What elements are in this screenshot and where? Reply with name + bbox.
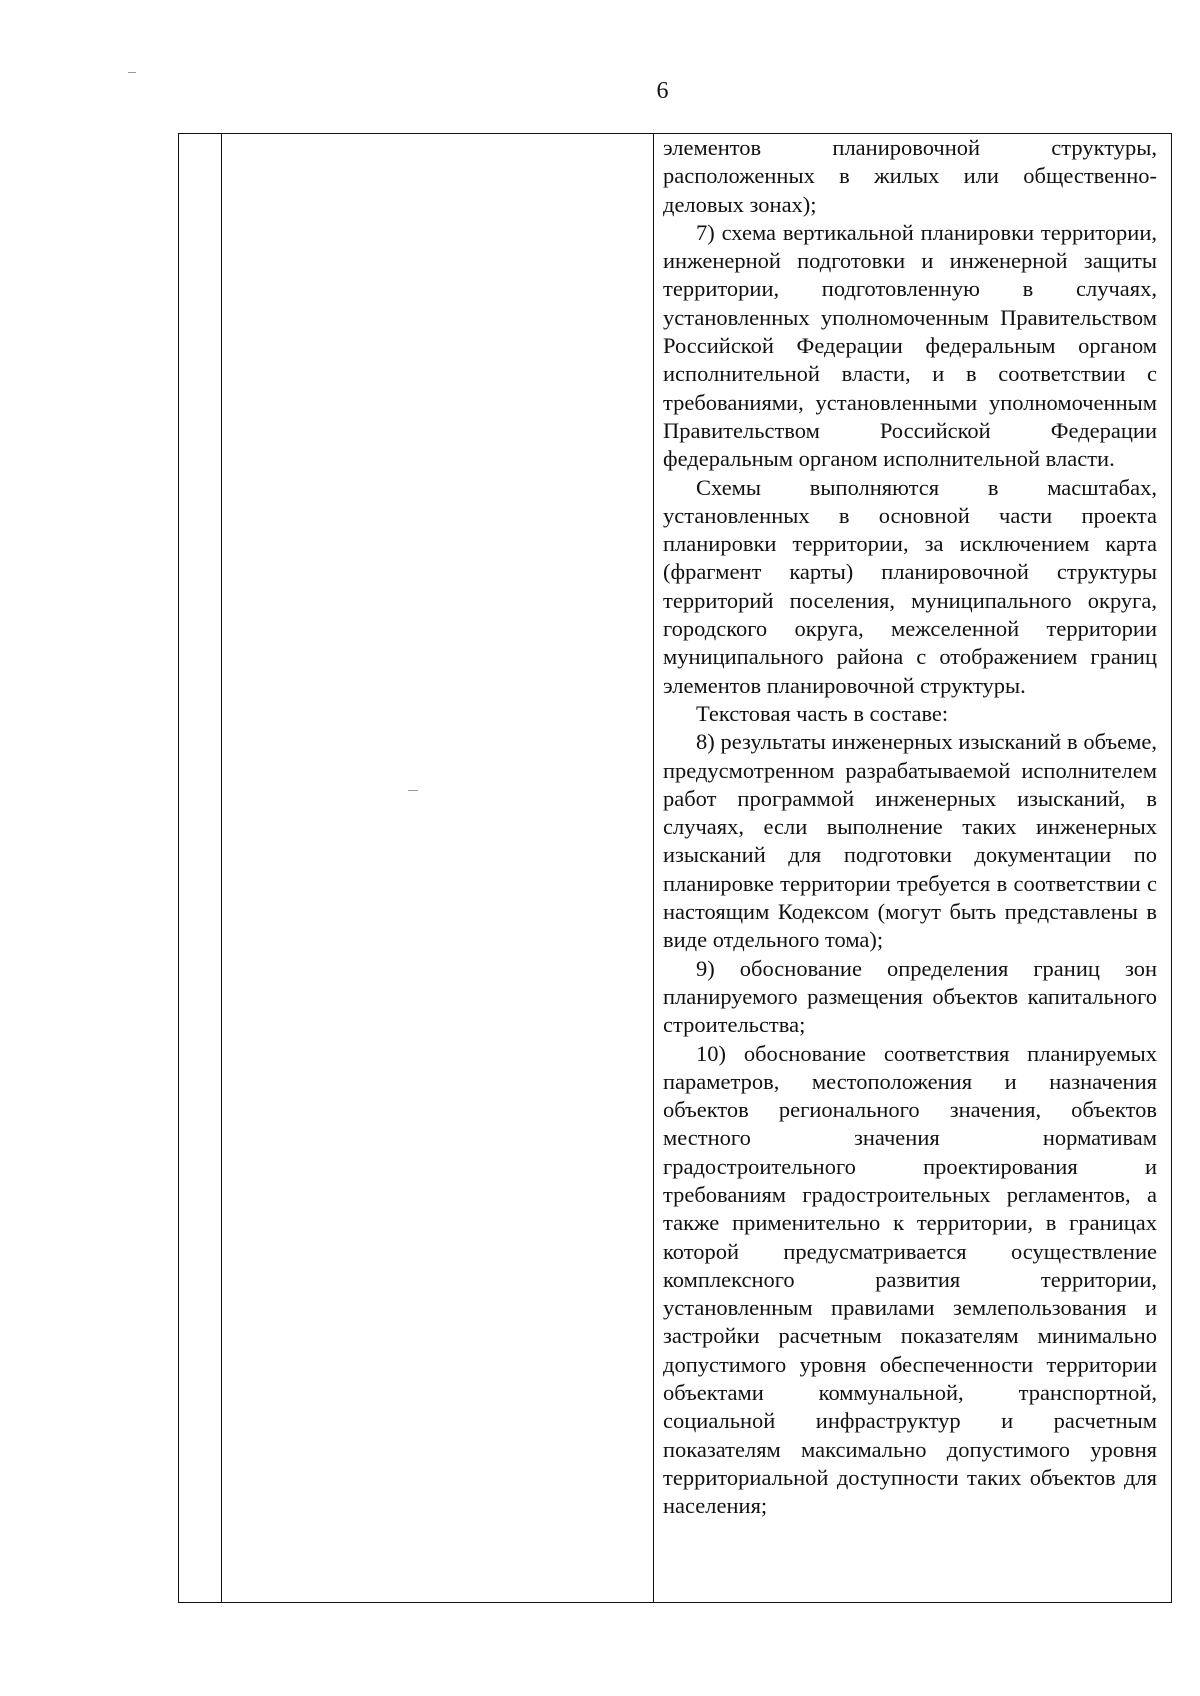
paragraph-item-10: 10) обоснование соответствия планируемых параметров, местоположения и назначения объектов регионального значения, объектов местного значения нормативам градостроительного проектирования и требованиям градостроительных регламентов, а также применительно к территории, в границах которой предусматривается осуществление комплексного развития территории, установленным правилами землепользования и застройки расчетным показателям минимально допустимого уровня обеспеченности территории объектами коммунальной, транспортной, социальной инфраструктур и расчетным показателям максимально допустимого уровня территориальной доступности таких объектов для населения;: [663, 1040, 1157, 1519]
paragraph-text-part-heading: Текстовая часть в составе:: [696, 700, 949, 726]
paragraph-continuation: элементов планировочной структуры, расположенных в жилых или общественно-деловых зонах);: [663, 135, 1157, 217]
paragraph-item-9: 9) обоснование определения границ зон планируемого размещения объектов капитального строительства;: [663, 955, 1157, 1038]
paragraph-item-7: 7) схема вертикальной планировки территории, инженерной подготовки и инженерной защиты территории, подготовленную в случаях, установленных уполномоченным Правительством Российской Федерации федеральным органом исполнительной власти, и в соответствии с требованиями, установленными уполномоченным Правительством Российской Федерации федеральным органом исполнительной власти.: [663, 219, 1157, 472]
table-column-number: [179, 134, 222, 1602]
scan-speck: [128, 72, 136, 73]
page-number: 6: [656, 78, 669, 104]
paragraph-item-8: 8) результаты инженерных изысканий в объеме, предусмотренном разрабатываемой исполнителем работ программой инженерных изысканий, в случаях, если выполнение таких инженерных изысканий для подготовки документации по планировке территории требуется в соответствии с настоящим Кодексом (могут быть представлены в виде отдельного тома);: [663, 729, 1157, 953]
document-table: [178, 133, 1172, 1603]
table-column-name: [222, 134, 654, 1602]
table-column-content: [654, 134, 1171, 1602]
paragraph-schemes-scale: Схемы выполняются в масштабах, установленных в основной части проекта планировки территории, за исключением карта (фрагмент карты) планировочной структуры территорий поселения, муниципального округа, городского округа, межселенной территории муниципального района с отображением границ элементов планировочной структуры.: [663, 474, 1157, 698]
